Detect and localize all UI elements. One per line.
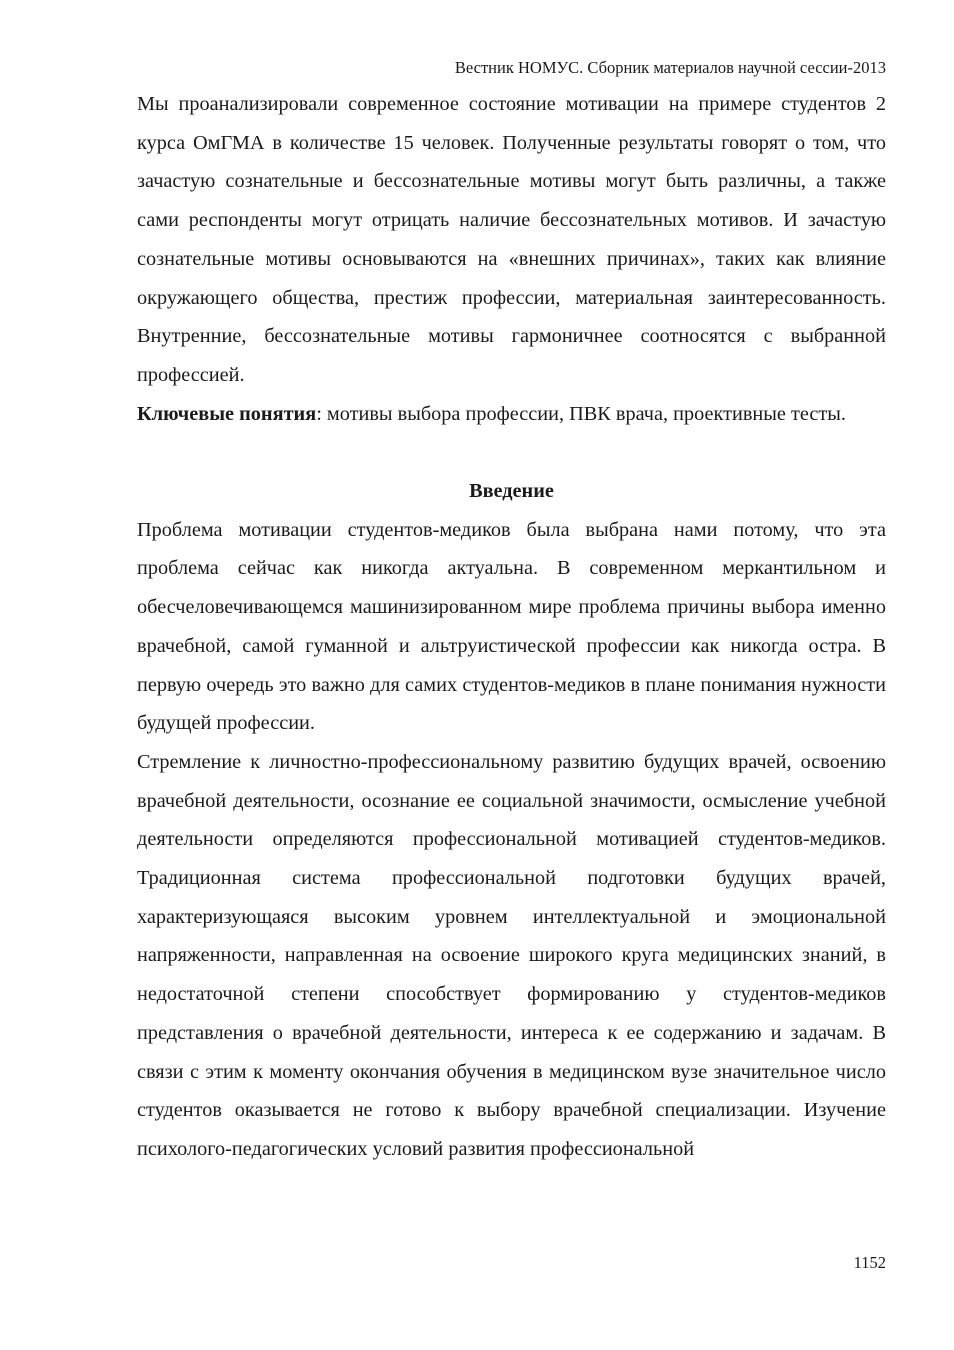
- section-title: Введение: [469, 480, 554, 503]
- keywords-text: : мотивы выбора профессии, ПВК врача, проективные тесты.: [316, 402, 846, 425]
- page-number: 1152: [853, 1253, 886, 1272]
- section-spacer: [137, 433, 886, 472]
- intro-paragraph: Стремление к личностно-профессиональному развитию будущих врачей, освоению врачебной деятельности, осознание ее социальной значимости, осмысление учебной деятельности определяются профессиональной мотивацией студентов-медиков. Традиционная система профессиональной подготовки будущих врачей, характеризующаяся высоким уровнем интеллектуальной и эмоциональной напряженности, направленная на освоение широкого круга медицинских знаний, в недостаточной степени способствует формированию у студентов-медиков представления о врачебной деятельности, интереса к ее содержанию и задачам. В связи с этим к моменту окончания обучения в медицинском вузе значительное число студентов оказывается не готово к выбору врачебной специализации. Изучение психолого-педагогических условий развития профессиональной: [137, 750, 886, 1160]
- abstract-paragraph: Мы проанализировали современное состояние мотивации на примере студентов 2 курса ОмГМА в количестве 15 человек. Полученные результаты говорят о том, что зачастую сознательные и бессознательные мотивы могут быть различны, а также сами респонденты могут отрицать наличие бессознательных мотивов. И зачастую сознательные мотивы основываются на «внешних причинах», таких как влияние окружающего общества, престиж профессии, материальная заинтересованность. Внутренние, бессознательные мотивы гармоничнее соотносятся с выбранной профессией.: [137, 93, 886, 386]
- intro-paragraph: Проблема мотивации студентов-медиков была выбрана нами потому, что эта проблема сейчас как никогда актуальна. В современном меркантильном и обесчеловечивающемся машинизированном мире проблема причины выбора именно врачебной, самой гуманной и альтруистической профессии как никогда остра. В первую очередь это важно для самих студентов-медиков в плане понимания нужности будущей профессии.: [137, 518, 886, 735]
- keywords-label: Ключевые понятия: [137, 402, 317, 425]
- body-text: [137, 85, 886, 1169]
- keywords-line: [137, 395, 886, 434]
- running-header: Вестник НОМУС. Сборник материалов научной сессии-2013: [454, 58, 886, 77]
